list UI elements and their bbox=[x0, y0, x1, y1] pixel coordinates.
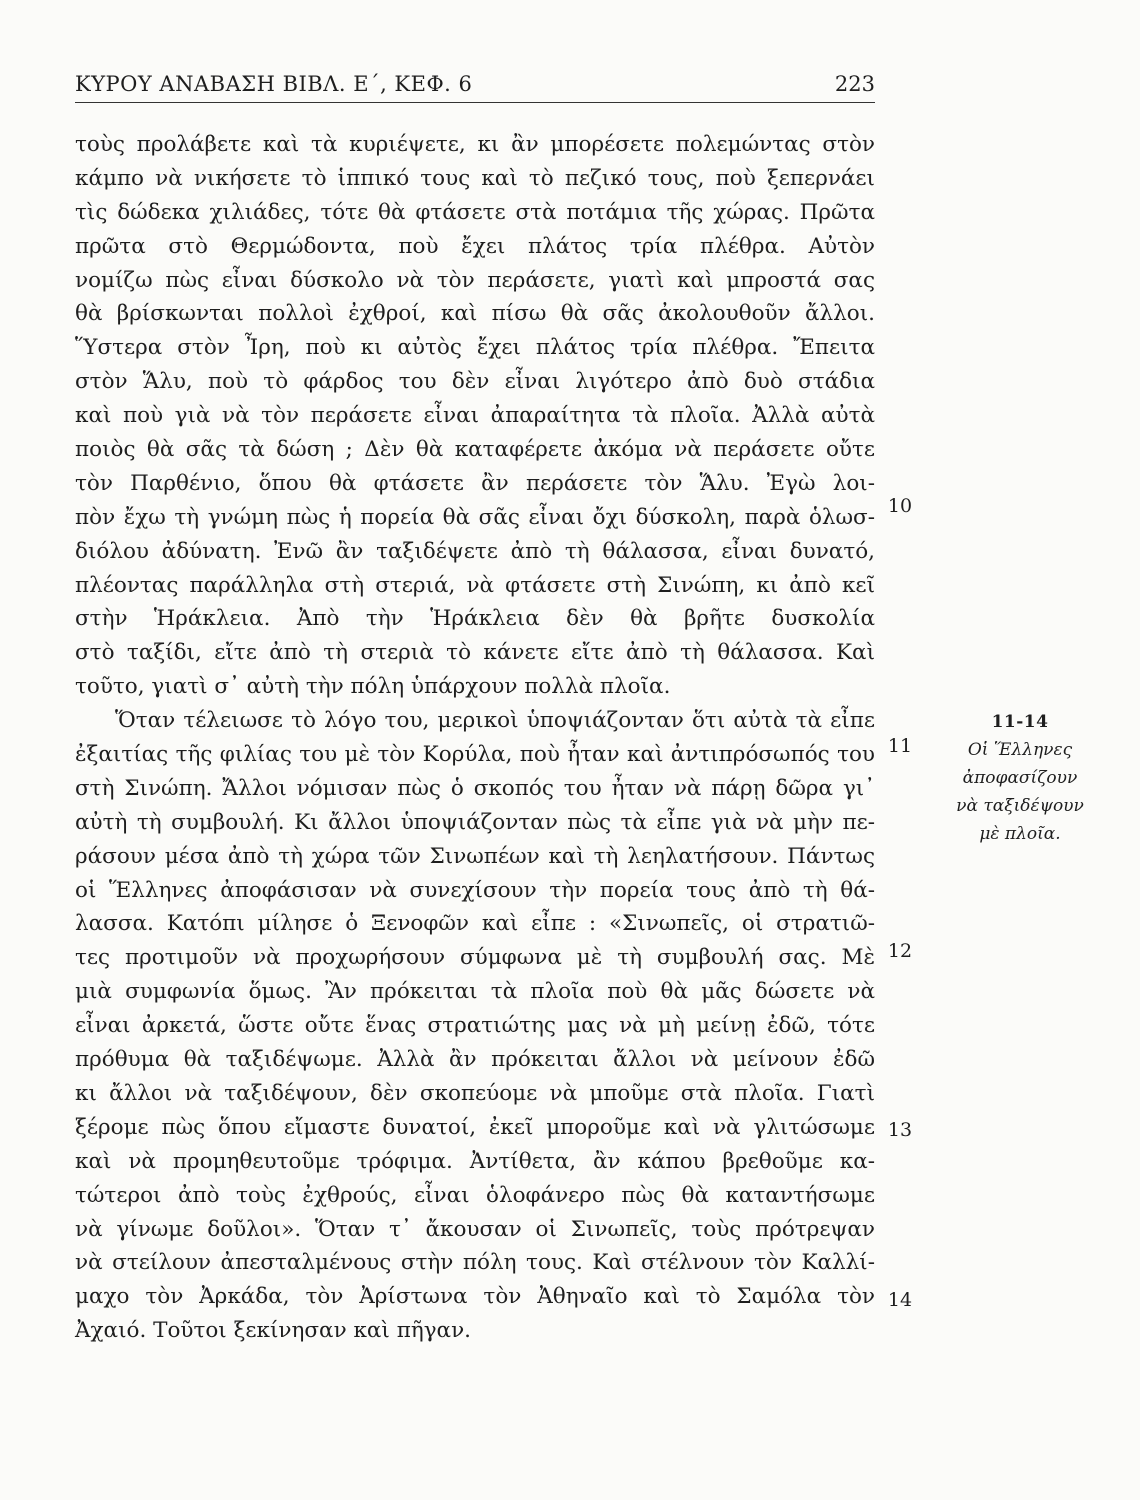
page-number: 223 bbox=[834, 72, 875, 96]
text-line: Ὕστερα στὸν Ἶρη, ποὺ κι αὐτὸς ἔχει πλάτος τρία πλέθρα. Ἔπειτα bbox=[75, 335, 875, 361]
text-line: στὴν Ἡράκλεια. Ἀπὸ τὴν Ἡράκλεια δὲν θὰ βρῆτε δυσκολία bbox=[75, 606, 875, 632]
text-line: τώτεροι ἀπὸ τοὺς ἐχθρούς, εἶναι ὁλοφάνερο πὼς θὰ καταντήσωμε bbox=[75, 1182, 875, 1208]
section-number: 13 bbox=[887, 1119, 913, 1141]
text-line: ἐξαιτίας τῆς φιλίας του μὲ τὸν Κορύλα, ποὺ ἦταν καὶ ἀντιπρόσωπός του bbox=[75, 742, 875, 768]
text-line: νομίζω πὼς εἶναι δύσκολο νὰ τὸν περάσετε, γιατὶ καὶ μπροστά σας bbox=[75, 267, 875, 293]
section-number: 10 bbox=[887, 495, 913, 517]
text-line: μαχο τὸν Ἀρκάδα, τὸν Ἀρίστωνα τὸν Ἀθηναῖο καὶ τὸ Σαμόλα τὸν bbox=[75, 1284, 875, 1310]
running-header bbox=[75, 62, 875, 103]
margin-note-line: ἀποφασίζουν bbox=[962, 768, 1078, 788]
text-line: αὐτὴ τὴ συμβουλή. Κι ἄλλοι ὑποψιάζονταν πὼς τὰ εἶπε γιὰ νὰ μὴν πε- bbox=[75, 809, 875, 835]
margin-note-range: 11-14 bbox=[991, 712, 1049, 732]
text-line: λασσα. Κατόπι μίλησε ὁ Ξενοφῶν καὶ εἶπε : «Σινωπεῖς, οἱ στρατιῶ- bbox=[75, 911, 875, 937]
running-title: ΚΥΡΟΥ ΑΝΑΒΑΣΗ ΒΙΒΛ. Ε΄, ΚΕΦ. 6 bbox=[75, 72, 473, 96]
text-line: τοῦτο, γιατὶ σ᾿ αὐτὴ τὴν πόλη ὑπάρχουν πολλὰ πλοῖα. bbox=[75, 674, 671, 700]
text-line: μιὰ συμφωνία ὅμως. Ἂν πρόκειται τὰ πλοῖα ποὺ θὰ μᾶς δώσετε νὰ bbox=[75, 979, 875, 1005]
text-line: πρῶτα στὸ Θερμώδοντα, ποὺ ἔχει πλάτος τρία πλέθρα. Αὐτὸν bbox=[75, 233, 875, 259]
text-line: τοὺς προλάβετε καὶ τὰ κυριέψετε, κι ἂν μπορέσετε πολεμώντας στὸν bbox=[75, 132, 875, 157]
text-line: κάμπο νὰ νικήσετε τὸ ἱππικό τους καὶ τὸ πεζικό τους, ποὺ ξεπερνάει bbox=[75, 165, 875, 191]
text-line: τὶς δώδεκα χιλιάδες, τότε θὰ φτάσετε στὰ ποτάμια τῆς χώρας. Πρῶτα bbox=[75, 199, 875, 225]
text-line: ξέρομε πὼς ὅπου εἴμαστε δυνατοί, ἐκεῖ μποροῦμε καὶ νὰ γλιτώσωμε bbox=[75, 1114, 875, 1140]
text-line: Ἀχαιό. Τοῦτοι ξεκίνησαν καὶ πῆγαν. bbox=[75, 1318, 471, 1344]
text-line: κι ἄλλοι νὰ ταξιδέψουν, δὲν σκοπεύομε νὰ μποῦμε στὰ πλοῖα. Γιατὶ bbox=[75, 1080, 875, 1106]
text-line: τὸν Παρθένιο, ὅπου θὰ φτάσετε ἂν περάσετε τὸν Ἅλυ. Ἐγὼ λοι- bbox=[75, 470, 875, 496]
text-line: θὰ βρίσκωνται πολλοὶ ἐχθροί, καὶ πίσω θὰ σᾶς ἀκολουθοῦν ἄλλοι. bbox=[75, 301, 875, 327]
text-line: στὸ ταξίδι, εἴτε ἀπὸ τὴ στεριὰ τὸ κάνετε εἴτε ἀπὸ τὴ θάλασσα. Καὶ bbox=[75, 640, 875, 666]
text-line: πλέοντας παράλληλα στὴ στεριά, νὰ φτάσετε στὴ Σινώπη, κι ἀπὸ κεῖ bbox=[75, 572, 875, 598]
text-line: ράσουν μέσα ἀπὸ τὴ χώρα τῶν Σινωπέων καὶ τὴ λεηλατήσουν. Πάντως bbox=[75, 843, 875, 869]
text-line: πρόθυμα θὰ ταξιδέψωμε. Ἀλλὰ ἂν πρόκειται ἄλλοι νὰ μείνουν ἐδῶ bbox=[75, 1047, 875, 1073]
margin-note-line: μὲ πλοῖα. bbox=[979, 824, 1061, 844]
text-line: καὶ ποὺ γιὰ νὰ τὸν περάσετε εἶναι ἀπαραίτητα τὰ πλοῖα. Ἀλλὰ αὐτὰ bbox=[75, 403, 875, 429]
text-line: οἱ Ἕλληνες ἀποφάσισαν νὰ συνεχίσουν τὴν πορεία τους ἀπὸ τὴ θά- bbox=[75, 877, 875, 903]
text-line: διόλου ἀδύνατη. Ἐνῶ ἂν ταξιδέψετε ἀπὸ τὴ θάλασσα, εἶναι δυνατό, bbox=[75, 538, 875, 564]
text-line: στὴ Σινώπη. Ἄλλοι νόμισαν πὼς ὁ σκοπός του ἦταν νὰ πάρῃ δῶρα γι᾿ bbox=[75, 775, 875, 801]
margin-note-line: νὰ ταξιδέψουν bbox=[956, 796, 1084, 816]
text-line: εἶναι ἀρκετά, ὥστε οὔτε ἕνας στρατιώτης μας νὰ μὴ μείνῃ ἐδῶ, τότε bbox=[75, 1013, 875, 1039]
text-line: πὸν ἔχω τὴ γνώμη πὼς ἡ πορεία θὰ σᾶς εἶναι ὄχι δύσκολη, παρὰ ὁλωσ- bbox=[75, 504, 875, 530]
text-line: καὶ νὰ προμηθευτοῦμε τρόφιμα. Ἀντίθετα, ἂν κάπου βρεθοῦμε κα- bbox=[75, 1148, 875, 1174]
section-number: 14 bbox=[887, 1289, 913, 1311]
text-line: νὰ γίνωμε δοῦλοι». Ὅταν τ᾿ ἄκουσαν οἱ Σινωπεῖς, τοὺς πρότρεψαν bbox=[75, 1216, 875, 1242]
margin-note bbox=[930, 708, 1110, 848]
text-line: στὸν Ἅλυ, ποὺ τὸ φάρδος του δὲν εἶναι λιγότερο ἀπὸ δυὸ στάδια bbox=[75, 369, 875, 395]
margin-note-line: Οἱ Ἕλληνες bbox=[967, 740, 1073, 760]
section-number: 12 bbox=[887, 940, 913, 962]
text-line: νὰ στείλουν ἀπεσταλμένους στὴν πόλη τους. Καὶ στέλνουν τὸν Καλλί- bbox=[75, 1250, 875, 1276]
body-text bbox=[75, 128, 875, 1348]
text-line: τες προτιμοῦν νὰ προχωρήσουν σύμφωνα μὲ τὴ συμβουλή σας. Μὲ bbox=[75, 945, 875, 971]
text-line: ποιὸς θὰ σᾶς τὰ δώση ; Δὲν θὰ καταφέρετε ἀκόμα νὰ περάσετε οὔτε bbox=[75, 437, 875, 463]
text-line: Ὅταν τέλειωσε τὸ λόγο του, μερικοὶ ὑποψιάζονταν ὅτι αὐτὰ τὰ εἶπε bbox=[115, 708, 875, 734]
section-number: 11 bbox=[887, 735, 913, 757]
